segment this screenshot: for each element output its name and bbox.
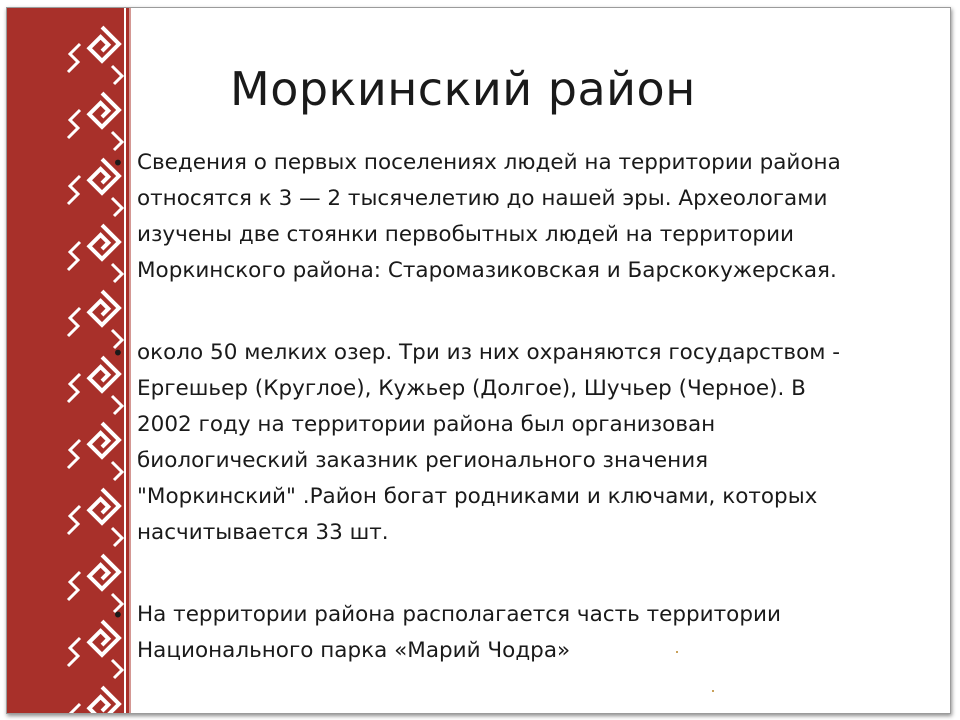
zigzag-motif [68, 308, 80, 336]
zigzag-motif [68, 242, 80, 270]
hook-motif [112, 66, 122, 84]
spiral-motif [85, 687, 119, 713]
bullet-text: около 50 мелких озер. Три из них охраняются государством - Ергешьер (Круглое), Кужьер (Долгое), Шучьер (Черное). В 2002 году на территории района был организован биологический заказник регионального значения "Моркинский" .Район богат родниками и ключами, которых насчитывается 33 шт. [137, 340, 841, 545]
bullet-item [100, 597, 910, 669]
zigzag-motif [68, 506, 80, 534]
stray-mark [676, 651, 678, 653]
bullet-icon: • [112, 151, 124, 175]
bullet-item [100, 335, 910, 551]
spiral-motif [85, 93, 119, 127]
stray-mark [712, 690, 714, 692]
bullet-list [100, 145, 910, 669]
bullet-icon: • [112, 603, 124, 627]
zigzag-motif [68, 176, 80, 204]
bullet-text: На территории района располагается часть территории Национального парка «Марий Чодра» [137, 602, 781, 663]
zigzag-motif [68, 110, 80, 138]
zigzag-motif [68, 572, 80, 600]
bullet-icon: • [112, 341, 124, 365]
spiral-motif [85, 27, 119, 61]
zigzag-motif [68, 44, 80, 72]
bullet-item [100, 145, 910, 289]
page-title: Моркинский район [230, 62, 696, 116]
zigzag-motif [68, 704, 80, 713]
zigzag-motif [68, 638, 80, 666]
zigzag-motif [68, 374, 80, 402]
zigzag-motif [68, 440, 80, 468]
bullet-text: Сведения о первых поселениях людей на территории района относятся к 3 — 2 тысячелетию до нашей эры. Археологами изучены две стоянки первобытных людей на территории Моркинского района: Старомазиковская и Барскокужерская. [137, 150, 841, 283]
